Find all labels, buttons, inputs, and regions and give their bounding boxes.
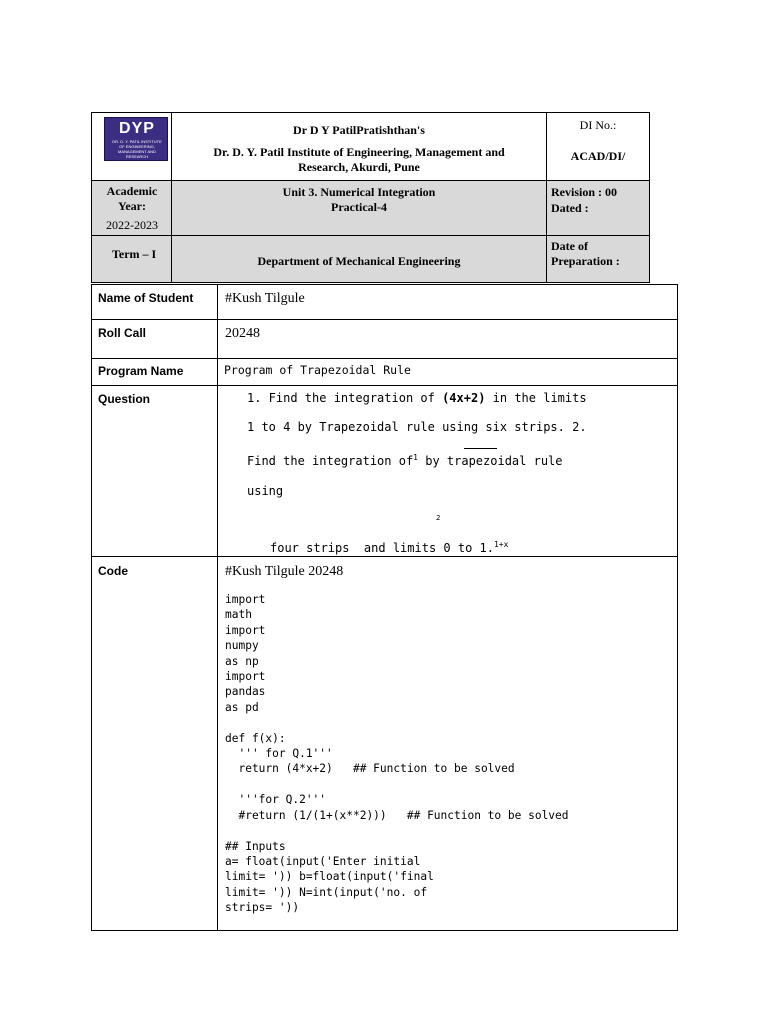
- question-line3: [247, 453, 563, 468]
- date-of-preparation: Date of Preparation :: [551, 239, 620, 268]
- question-text: by trapezoidal rule: [418, 454, 563, 468]
- divider: [92, 385, 678, 386]
- di-label: DI No.:: [579, 118, 617, 132]
- question-line4: using: [247, 484, 284, 498]
- question-text: four strips and limits 0 to 1.: [270, 541, 494, 555]
- question-text: 1. Find the integration of: [247, 391, 443, 405]
- dated: Dated :: [551, 201, 589, 215]
- small-superscript: 2: [436, 514, 441, 522]
- superscript: 1: [413, 453, 418, 462]
- divider: [92, 556, 678, 557]
- roll-label: Roll Call: [98, 326, 147, 340]
- code-label: Code: [98, 564, 128, 578]
- code-heading: #Kush Tilgule 20248: [225, 564, 344, 579]
- divider: [92, 180, 649, 181]
- roll-number: 20248: [225, 326, 260, 341]
- header-table: [91, 112, 650, 283]
- question-label: Question: [98, 392, 151, 406]
- divider: [546, 113, 547, 282]
- question-line2: 1 to 4 by Trapezoidal rule using six strips. 2.: [247, 420, 587, 434]
- student-name: #Kush Tilgule: [225, 291, 305, 306]
- unit-title: Unit 3. Numerical Integration: [282, 185, 436, 199]
- question-line1: [247, 391, 587, 405]
- name-label: Name of Student: [98, 291, 194, 305]
- divider: [92, 235, 649, 236]
- department: Department of Mechanical Engineering: [257, 254, 461, 268]
- institute-logo: [104, 117, 168, 161]
- program-label: Program Name: [98, 364, 184, 378]
- logo-text: DYP: [119, 120, 155, 137]
- question-text: Find the integration of: [247, 454, 414, 468]
- divider: [92, 358, 678, 359]
- question-line5: [270, 540, 508, 555]
- revision: Revision : 00: [551, 185, 617, 199]
- practical-number: Practical-4: [331, 200, 387, 214]
- program-name: Program of Trapezoidal Rule: [224, 363, 411, 377]
- divider: [217, 285, 218, 931]
- academic-year-value: 2022-2023: [106, 218, 158, 232]
- divider: [92, 319, 678, 320]
- logo-subtext: DR. D. Y. PATIL INSTITUTE OF ENGINEERING, MANAGEMENT AND RESEARCH: [112, 139, 162, 159]
- academic-year-label: Academic Year:: [106, 184, 158, 213]
- di-value: ACAD/DI/: [570, 149, 626, 163]
- superscript: 1+x: [493, 540, 509, 549]
- term: Term – I: [112, 247, 157, 261]
- fraction-bar: [464, 448, 497, 449]
- question-function: (4x+2): [442, 391, 486, 405]
- org-line1: Dr D Y PatilPratishthan's: [293, 123, 425, 137]
- details-table: [91, 284, 678, 931]
- code-block: import math import numpy as np import pandas as pd def f(x): ''' for Q.1''' return (4*x+2) ## Function to be solved '''for Q.2''' #return (1/(1+(x**2))) ## Function to be solved ## Inputs a= float(input('Enter initial limit= ')) b=float(input('final limit= ')) N=int(input('no. of strips= ')): [225, 593, 569, 915]
- org-line2: Dr. D. Y. Patil Institute of Engineering, Management and Research, Akurdi, Pune: [213, 145, 505, 174]
- question-text: in the limits: [485, 391, 587, 405]
